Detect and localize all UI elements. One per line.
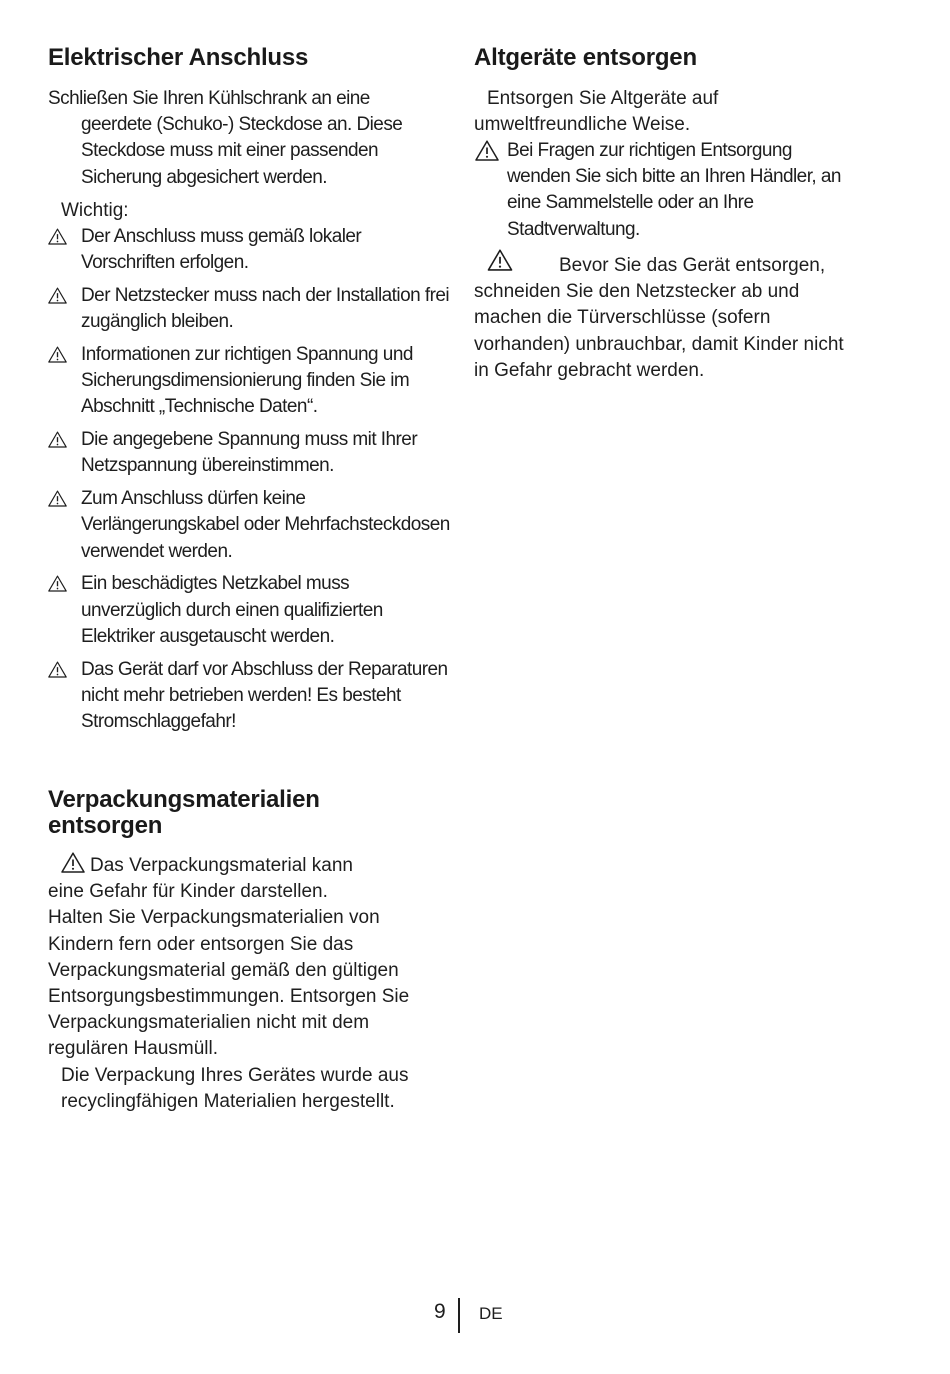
warning-triangle-icon — [48, 228, 67, 245]
warning-text: Informationen zur richtigen Spannung und Sicherungsdimensionierung finden Sie im Abschnitt „Technische Daten“. — [81, 344, 413, 418]
altgeraete-paragraph — [474, 86, 854, 138]
warning-triangle-icon — [48, 431, 67, 448]
verpackung-paragraph: Die Verpackung Ihres Gerätes wurde aus recyclingfähigen Materialien hergestellt. — [61, 1064, 409, 1112]
warning-text: Ein beschädigtes Netzkabel muss unverzüglich durch einen qualifizierten Elektriker ausgetauscht werden. — [81, 573, 383, 647]
warning-triangle-icon — [475, 140, 499, 161]
warning-list — [48, 224, 450, 742]
intro-paragraph — [48, 86, 450, 191]
altgeraete-warning — [474, 138, 854, 243]
paragraph-text: Entsorgen Sie Altgeräte auf umweltfreundliche Weise. — [474, 88, 719, 136]
warning-triangle-icon — [48, 661, 67, 678]
warning-triangle-icon — [61, 852, 85, 873]
warning-text: Das Verpackungsmaterial kann — [90, 855, 353, 876]
warning-item — [48, 224, 450, 276]
warning-triangle-icon — [48, 287, 67, 304]
warning-item — [48, 283, 450, 335]
heading-altgeraete: Altgeräte entsorgen — [474, 44, 697, 71]
warning-item — [48, 657, 450, 736]
warning-text: Die angegebene Spannung muss mit Ihrer Netzspannung übereinstimmen. — [81, 429, 418, 477]
heading-line: Verpackungsmaterialien — [48, 786, 320, 813]
verpackung-paragraph: eine Gefahr für Kinder darstellen. — [48, 881, 328, 903]
altgeraete-paragraph — [474, 249, 854, 384]
verpackung-paragraph: Halten Sie Verpackungsmaterialien von Kindern fern oder entsorgen Sie das Verpackungsmaterial gemäß den gültigen Entsorgungsbestimmungen. Entsorgen Sie Verpackungsmaterialien nicht mit dem regulären Hausmüll. — [48, 907, 410, 1060]
intro-first-line: Schließen Sie Ihren Kühlschrank an eine — [48, 88, 370, 109]
heading-elektrischer-anschluss: Elektrischer Anschluss — [48, 44, 309, 71]
warning-triangle-icon — [487, 249, 513, 271]
warning-triangle-icon — [48, 346, 67, 363]
warning-triangle-icon — [48, 575, 67, 592]
verpackung-warning-line — [48, 852, 450, 879]
warning-item — [48, 486, 450, 565]
wichtig-label: Wichtig: — [61, 200, 129, 221]
intro-continuation: geerdete (Schuko-) Steckdose an. Diese Steckdose muss mit einer passenden Sicherung abgesichert werden. — [81, 114, 403, 188]
verpackung-body — [48, 852, 450, 1115]
warning-triangle-icon — [48, 490, 67, 507]
heading-verpackungsmaterialien — [48, 787, 320, 839]
language-label: DE — [479, 1304, 503, 1323]
warning-text: Der Netzstecker muss nach der Installation frei zugänglich bleiben. — [81, 285, 450, 333]
page-footer — [0, 1296, 950, 1336]
warning-text: Das Gerät darf vor Abschluss der Reparaturen nicht mehr betrieben werden! Es besteht Stromschlaggefahr! — [81, 658, 448, 733]
heading-line: entsorgen — [48, 812, 163, 839]
warning-text: Der Anschluss muss gemäß lokaler Vorschriften erfolgen. — [81, 226, 362, 274]
warning-item — [48, 342, 450, 421]
paragraph-text: Bevor Sie das Gerät entsorgen, schneiden Sie den Netzstecker ab und machen die Türverschlüsse (sofern vorhanden) unbrauchbar, damit Kinder nicht in Gefahr gebracht werden. — [474, 255, 844, 381]
footer-divider — [458, 1298, 460, 1333]
warning-text: Zum Anschluss dürfen keine Verlängerungskabel oder Mehrfachsteckdosen verwendet werden. — [81, 488, 450, 562]
page-number: 9 — [434, 1300, 446, 1323]
warning-item — [48, 571, 450, 650]
warning-item — [48, 427, 450, 479]
warning-text: Bei Fragen zur richtigen Entsorgung wenden Sie sich bitte an Ihren Händler, an eine Sammelstelle oder an Ihre Stadtverwaltung. — [507, 140, 841, 240]
